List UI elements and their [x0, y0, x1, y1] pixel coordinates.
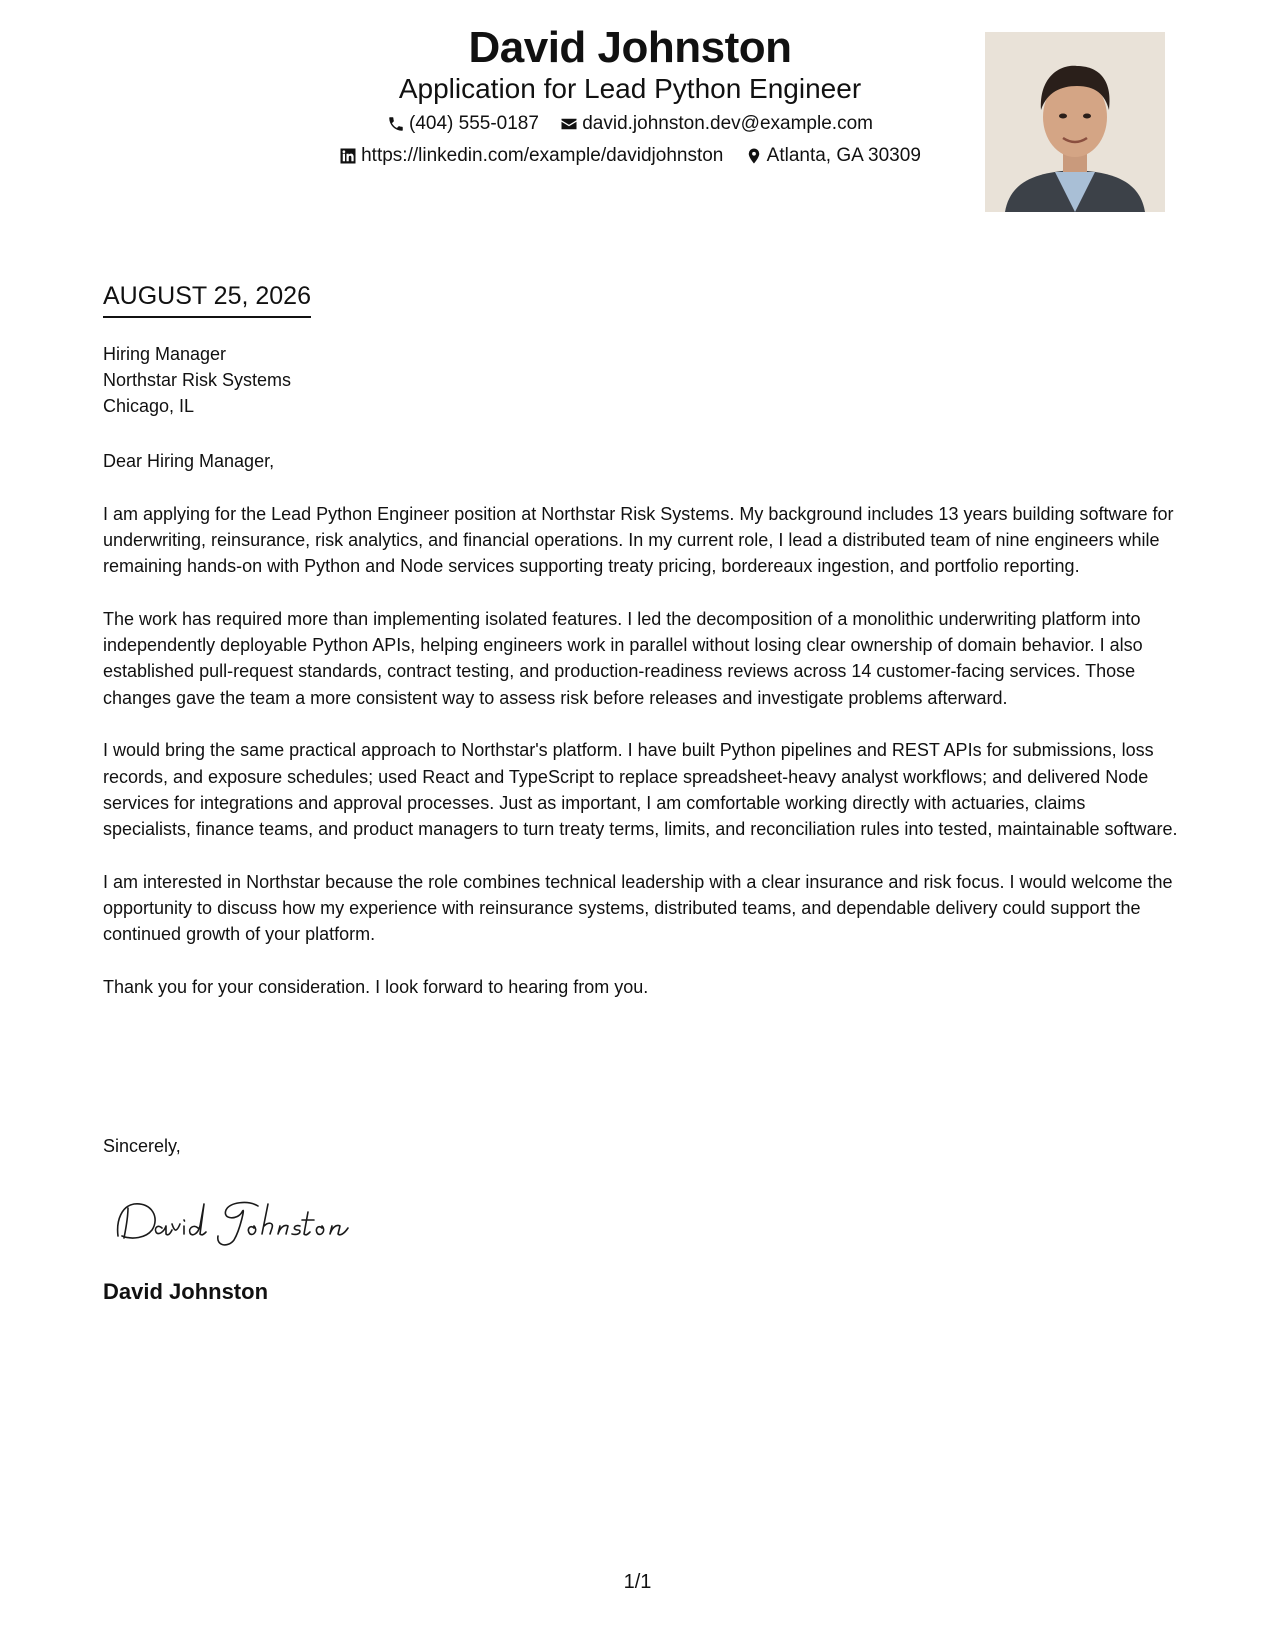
contact-location [745, 144, 921, 168]
page-number: 1/1 [623, 1571, 652, 1593]
map-pin-icon [745, 147, 763, 165]
envelope-icon [560, 115, 578, 133]
signature-graphic [108, 1190, 368, 1250]
recipient-title: Hiring Manager [103, 344, 227, 364]
portrait-illustration [985, 32, 1165, 212]
contact-email[interactable] [560, 112, 873, 136]
body-paragraph: I am interested in Northstar because the role combines technical leadership with a clear insurance and risk focus. I would welcome the opportunity to discuss how my experience with reinsurance systems, distributed teams, and dependable delivery could support the continued growth of your platform. [103, 871, 1173, 945]
linkedin-url[interactable]: https://linkedin.com/example/davidjohnston [361, 145, 724, 166]
closing-line: Sincerely, [103, 1136, 181, 1156]
letter-body [103, 448, 1178, 1027]
location-text: Atlanta, GA 30309 [766, 145, 921, 166]
profile-photo [985, 32, 1165, 212]
applicant-name: David Johnston [468, 23, 792, 72]
phone-icon [387, 115, 405, 133]
body-paragraph: I would bring the same practical approach to Northstar's platform. I have built Python pipelines and REST APIs for submissions, loss records, and exposure schedules; used React and TypeScript to replace spreadsheet-heavy analyst workflows; and delivered Node services for integrations and approval processes. Just as important, I am comfortable working directly with actuaries, claims specialists, finance teams, and product managers to turn treaty terms, limits, and reconciliation rules into tested, maintainable software. [103, 740, 1178, 840]
linkedin-icon [339, 147, 357, 165]
application-title: Application for Lead Python Engineer [398, 73, 862, 104]
email-address[interactable]: david.johnston.dev@example.com [582, 113, 873, 134]
recipient-company: Northstar Risk Systems [103, 370, 292, 390]
phone-number: (404) 555-0187 [409, 113, 539, 134]
body-paragraph: The work has required more than implementing isolated features. I led the decomposition of a monolithic underwriting platform into independently deployable Python APIs, helping engineers work in parallel without losing clear ownership of domain behavior. I also established pull-request standards, contract testing, and production-readiness reviews across 14 customer-facing services. Those changes gave the team a more consistent way to assess risk before releases and investigate problems afterward. [103, 608, 1143, 708]
recipient-city: Chicago, IL [103, 396, 195, 416]
signed-name: David Johnston [103, 1279, 269, 1304]
recipient-address [103, 341, 291, 419]
body-paragraph: Thank you for your consideration. I look forward to hearing from you. [103, 976, 649, 997]
body-paragraph: I am applying for the Lead Python Engineer position at Northstar Risk Systems. My background includes 13 years building software for underwriting, reinsurance, risk analytics, and financial operations. In my current role, I lead a distributed team of nine engineers while remaining hands-on with Python and Node services supporting treaty pricing, bordereaux ingestion, and portfolio reporting. [103, 503, 1174, 577]
letter-header [0, 22, 1275, 222]
letter-date: AUGUST 25, 2026 [103, 280, 311, 318]
contact-phone [387, 112, 539, 136]
contact-linkedin[interactable] [339, 144, 723, 168]
salutation: Dear Hiring Manager, [103, 451, 275, 471]
handwritten-signature [108, 1190, 368, 1250]
